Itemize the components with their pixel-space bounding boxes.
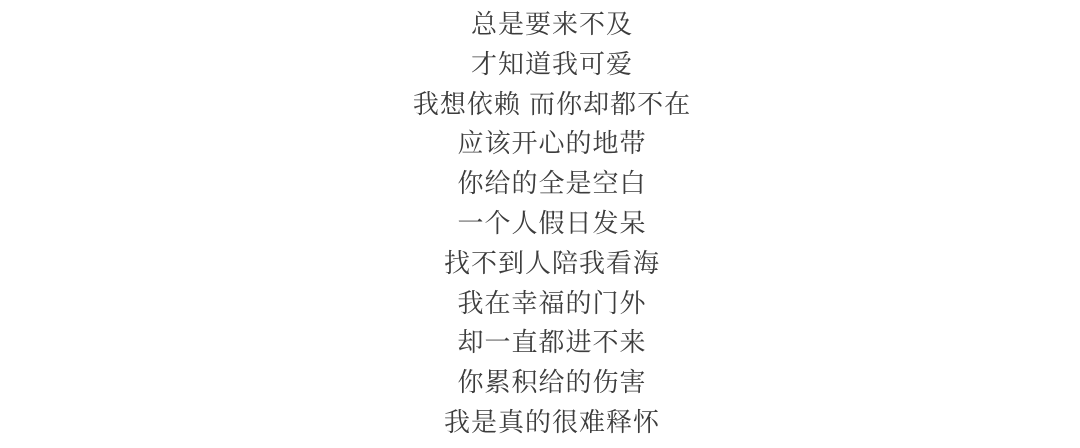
lyric-line: 你累积给的伤害 <box>457 367 647 398</box>
lyric-line: 我想依赖 而你却都不在 <box>412 88 692 119</box>
lyric-line: 却一直都进不来 <box>457 327 647 358</box>
lyric-line: 我在幸福的门外 <box>457 287 647 318</box>
lyric-line: 我是真的很难释怀 <box>443 406 660 437</box>
lyrics-block <box>12 5 1080 443</box>
lyric-line: 一个人假日发呆 <box>457 207 647 238</box>
lyric-line: 你给的全是空白 <box>457 168 647 199</box>
lyric-line: 找不到人陪我看海 <box>443 247 660 278</box>
lyric-line: 总是要来不及 <box>470 9 633 39</box>
lyric-line: 应该开心的地带 <box>457 128 647 159</box>
lyric-line: 才知道我可爱 <box>470 48 633 79</box>
